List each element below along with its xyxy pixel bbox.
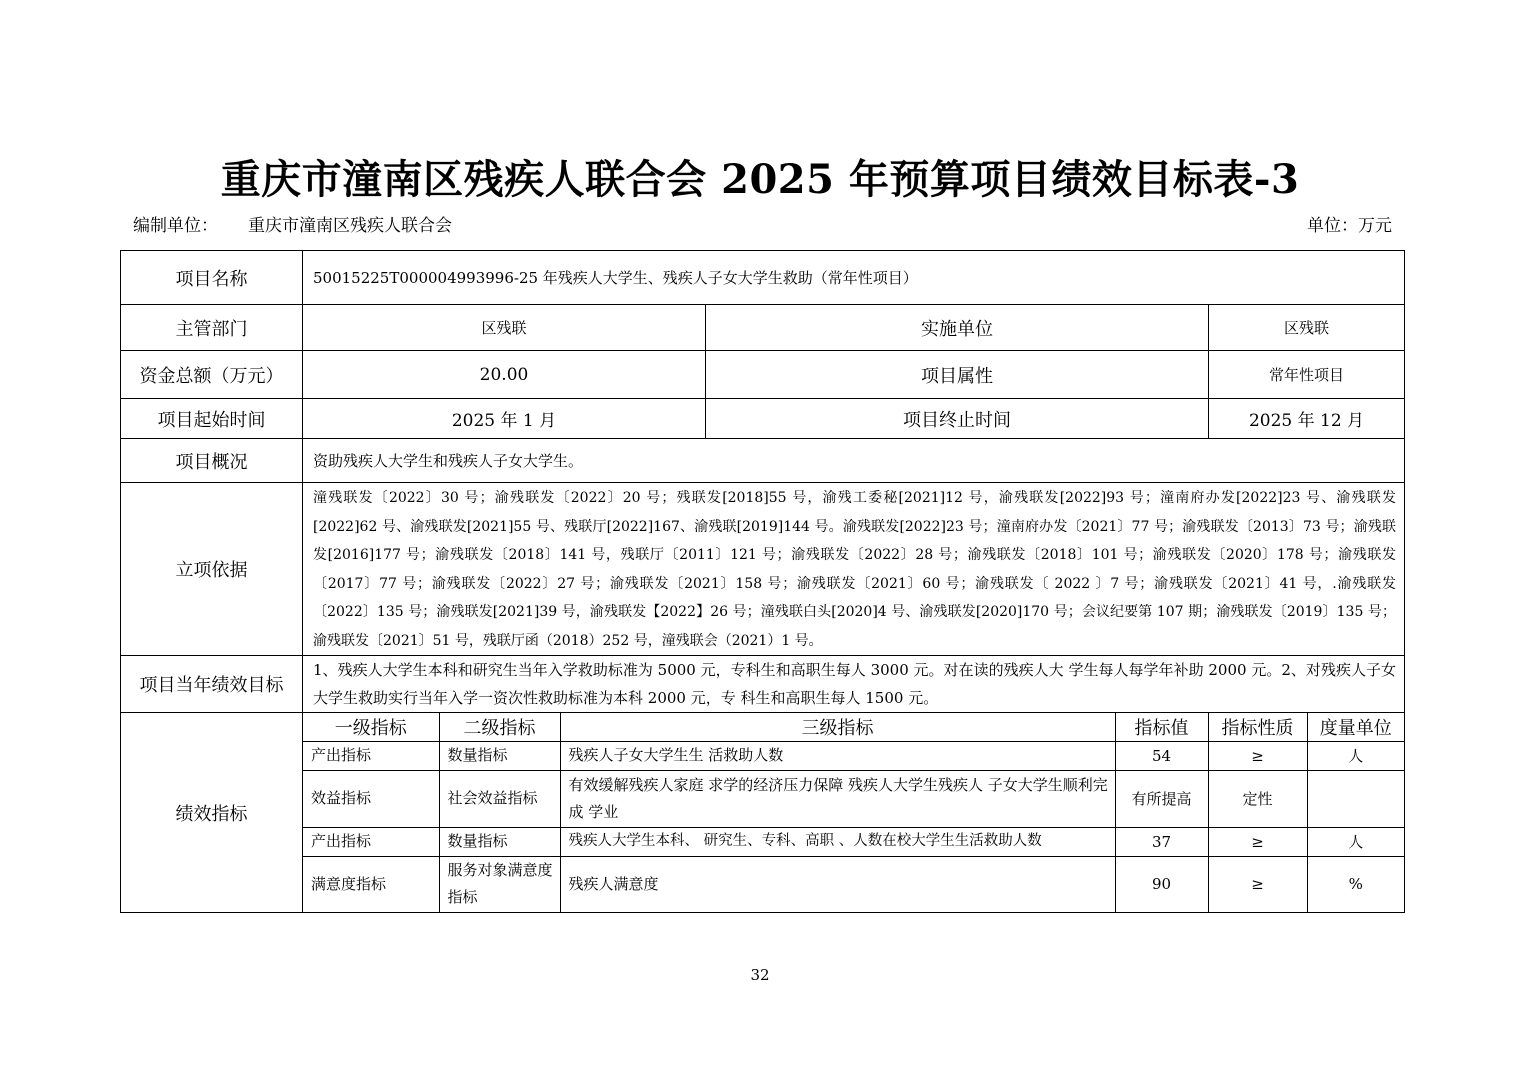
header-unit: 度量单位 (1307, 713, 1404, 741)
page-title: 重庆市潼南区残疾人联合会 2025 年预算项目绩效目标表-3 (220, 156, 1300, 203)
row-department (121, 305, 1405, 351)
header-nature: 指标性质 (1208, 713, 1307, 741)
row-nature: 定性 (1208, 770, 1307, 827)
row-l3: 有效缓解残疾人家庭 求学的经济压力保障 残疾人大学生残疾人 子女大学生顺利完成 学业 (560, 770, 1115, 827)
compiling-unit-label: 编制单位： (133, 216, 218, 236)
row-nature: ≥ (1208, 827, 1307, 856)
header-l1: 一级指标 (303, 713, 439, 741)
row-l1: 满意度指标 (303, 856, 439, 912)
indicator-cell (303, 713, 1405, 913)
end-label: 项目终止时间 (706, 399, 1209, 439)
row-goal (121, 656, 1405, 713)
table-row (303, 770, 1404, 827)
row-l3: 残疾人大学生本科、 研究生、专科、高职 、人数在校大学生生活救助人数 (560, 827, 1115, 856)
header-l2: 二级指标 (439, 713, 560, 741)
start-value: 2025 年 1 月 (303, 399, 706, 439)
row-indicators (121, 713, 1405, 913)
compiling-unit-value: 重庆市潼南区残疾人联合会 (248, 216, 452, 236)
row-l2: 社会效益指标 (439, 770, 560, 827)
page-number: 32 (750, 966, 770, 984)
fund-value: 20.00 (303, 351, 706, 399)
end-value: 2025 年 12 月 (1209, 399, 1405, 439)
row-project-name (121, 251, 1405, 305)
table-row (303, 856, 1404, 912)
row-l2: 数量指标 (439, 827, 560, 856)
row-value: 90 (1115, 856, 1208, 912)
dept-label: 主管部门 (121, 305, 303, 351)
impl-value: 区残联 (1209, 305, 1405, 351)
row-basis (121, 483, 1405, 656)
row-value: 54 (1115, 741, 1208, 770)
goal-label: 项目当年绩效目标 (121, 656, 303, 713)
basis-label: 立项依据 (121, 483, 303, 656)
goal-value: 1、残疾人大学生本科和研究生当年入学救助标准为 5000 元，专科生和高职生每人 3000 元。对在读的残疾人大 学生每人每学年补助 2000 元。2、对残疾人子女大学生救助实行当年入学一资次性救助标准为本科 2000 元，专 科生和高职生每人 1500 元。 (303, 656, 1405, 713)
compiling-unit (133, 214, 452, 238)
row-period (121, 399, 1405, 439)
row-unit: 人 (1307, 827, 1404, 856)
row-value: 有所提高 (1115, 770, 1208, 827)
project-name-value: 50015225T000004993996-25 年残疾人大学生、残疾人子女大学生救助（常年性项目） (303, 251, 1405, 305)
table-row (303, 741, 1404, 770)
row-overview (121, 439, 1405, 483)
attr-label: 项目属性 (706, 351, 1209, 399)
perf-label: 绩效指标 (121, 713, 303, 913)
indicator-table (303, 713, 1404, 912)
row-l3: 残疾人满意度 (560, 856, 1115, 912)
row-value: 37 (1115, 827, 1208, 856)
attr-value: 常年性项目 (1209, 351, 1405, 399)
row-nature: ≥ (1208, 856, 1307, 912)
row-unit (1307, 770, 1404, 827)
indicator-header-row (303, 713, 1404, 741)
impl-label: 实施单位 (706, 305, 1209, 351)
table-row (303, 827, 1404, 856)
performance-table (120, 250, 1405, 913)
overview-value: 资助残疾人大学生和残疾人子女大学生。 (303, 439, 1405, 483)
basis-value: 潼残联发〔2022〕30 号；渝残联发〔2022〕20 号；残联发[2018]55 号，渝残工委秘[2021]12 号，渝残联发[2022]93 号；潼南府办发[2022]23 号、渝残联发[2022]62 号、渝残联发[2021]55 号、残联厅[2022]167、渝残联[2019]144 号。渝残联发[2022]23 号；潼南府办发〔2021〕77 号；渝残联发〔2013〕73 号；渝残联发[2016]177 号；渝残联发〔2018〕141 号，残联厅〔2011〕121 号；渝残联发〔2022〕28 号；渝残联发〔2018〕101 号；渝残联发〔2020〕178 号；渝残联发〔2017〕77 号；渝残联发〔2022〕27 号；渝残联发〔2021〕158 号；渝残联发〔2021〕60 号；渝残联发〔 2022 〕7 号；渝残联发〔2021〕41 号，.渝残联发〔2022〕135 号；渝残联发[2021]39 号，渝残联发【2022】26 号；潼残联白头[2020]4 号、渝残联发[2020]170 号；会议纪要第 107 期；渝残联发〔2019〕135 号；渝残联发〔2021〕51 号，残联厅函（2018）252 号，潼残联会（2021）1 号。 (303, 483, 1405, 656)
row-l2: 服务对象满意度指标 (439, 856, 560, 912)
currency-unit: 单位：万元 (1307, 216, 1392, 236)
header-l3: 三级指标 (560, 713, 1115, 741)
row-fund (121, 351, 1405, 399)
row-l2: 数量指标 (439, 741, 560, 770)
row-l1: 产出指标 (303, 741, 439, 770)
row-unit: 人 (1307, 741, 1404, 770)
project-name-label: 项目名称 (121, 251, 303, 305)
row-unit: % (1307, 856, 1404, 912)
row-l1: 产出指标 (303, 827, 439, 856)
row-l3: 残疾人子女大学生生 活救助人数 (560, 741, 1115, 770)
dept-value: 区残联 (303, 305, 706, 351)
fund-label: 资金总额（万元） (121, 351, 303, 399)
start-label: 项目起始时间 (121, 399, 303, 439)
row-nature: ≥ (1208, 741, 1307, 770)
overview-label: 项目概况 (121, 439, 303, 483)
header-value: 指标值 (1115, 713, 1208, 741)
row-l1: 效益指标 (303, 770, 439, 827)
